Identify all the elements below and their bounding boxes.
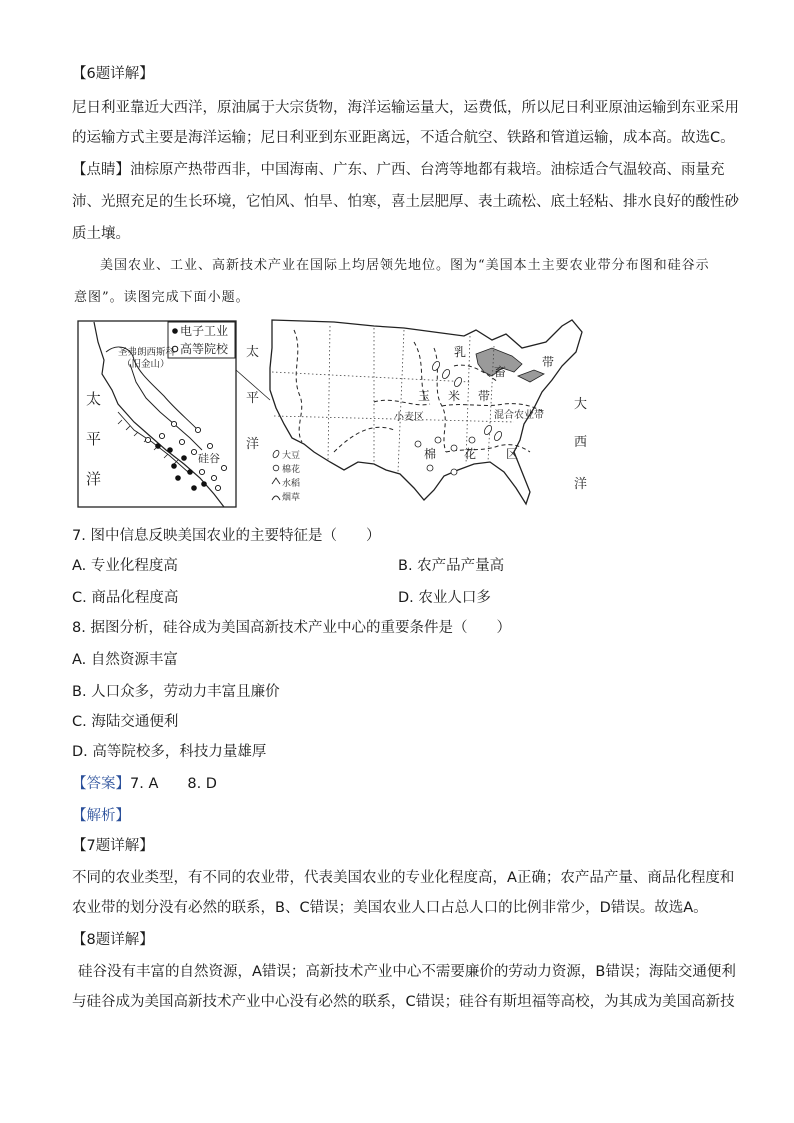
q7-body-line-1: 不同的农业类型，有不同的农业带，代表美国农业的专业化程度高，A正确；农产品产量、商品化程度和	[72, 870, 735, 886]
inset-city-name: 圣弗朗西斯科	[118, 347, 176, 358]
intro-line-1: 美国农业、工业、高新技术产业在国际上均居领先地位。图为“美国本土主要农业带分布图和硅谷示	[100, 258, 710, 273]
region-wheat: 小麦区	[394, 412, 424, 423]
q7-option-a: A. 专业化程度高	[72, 558, 178, 574]
inset-legend-university: 高等院校	[180, 342, 229, 356]
inset-place-label: 硅谷	[198, 452, 220, 465]
atlantic-3: 洋	[574, 477, 588, 492]
q6-heading: 【6题详解】	[72, 66, 154, 82]
q7-option-d: D. 农业人口多	[398, 590, 491, 606]
region-mixed: 混合农业带	[494, 410, 544, 421]
pacific-3: 洋	[246, 437, 260, 452]
atlantic-2: 西	[574, 435, 588, 450]
answer-label: 【答案】	[72, 776, 130, 792]
tip-line-1	[72, 160, 725, 180]
analysis-label: 【解析】	[72, 808, 130, 824]
q7-body-line-2: 农业带的划分没有必然的联系，B、C错误；美国农业人口占总人口的比例非常少，D错误。故选A。	[72, 900, 708, 916]
q6-body-line-1: 尼日利亚靠近大西洋，原油属于大宗货物，海洋运输运量大，运费低，所以尼日利亚原油运输到东亚采用	[72, 100, 739, 116]
pacific-1: 太	[246, 345, 260, 360]
electronics-dot-icon	[172, 328, 178, 334]
answer-value: 7. A 8. D	[130, 776, 217, 792]
usa-agriculture-siliconvalley-map	[74, 312, 594, 510]
q6-body-line-2: 的运输方式主要是海洋运输；尼日利亚到东亚距离远，不适合航空、铁路和管道运输，成本高。故选C。	[72, 130, 735, 146]
legend-cotton: 棉花	[282, 465, 301, 475]
q7-option-c: C. 商品化程度高	[72, 590, 179, 606]
region-dairy-3: 带	[542, 355, 555, 369]
soybean-icon	[272, 449, 280, 458]
q8-option-b: B. 人口众多，劳动力丰富且廉价	[72, 684, 280, 700]
inset-ocean-3: 洋	[86, 470, 102, 488]
tip-text: 油棕原产热带西非，中国海南、广东、广西、台湾等地都有栽培。油棕适合气温较高、雨量充	[130, 162, 725, 178]
q8-heading: 【8题详解】	[72, 932, 154, 948]
region-cotton-3: 区	[506, 447, 519, 461]
legend-tobacco: 烟草	[282, 493, 301, 503]
q8-body-line-1: 硅谷没有丰富的自然资源，A错误；高新技术产业中心不需要廉价的劳动力资源，B错误；海陆交通便利	[78, 964, 736, 980]
region-cotton-2: 花	[464, 447, 477, 461]
q8-option-c: C. 海陆交通便利	[72, 714, 179, 730]
tobacco-icon	[272, 496, 280, 500]
q8-body-line-2: 与硅谷成为美国高新技术产业中心没有必然的联系，C错误；硅谷有斯坦福等高校，为其成为美国高新技	[72, 994, 735, 1010]
tip-line-3: 质土壤。	[72, 226, 130, 242]
q8-option-d: D. 高等院校多，科技力量雄厚	[72, 744, 267, 760]
region-corn-3: 带	[478, 389, 491, 403]
tip-label: 【点睛】	[72, 162, 130, 178]
inset-ocean-2: 平	[86, 430, 102, 448]
atlantic-1: 大	[574, 397, 588, 412]
region-cotton-1: 棉	[424, 447, 437, 461]
rice-icon	[272, 478, 280, 484]
region-dairy-1: 乳	[454, 345, 467, 359]
q8-option-a: A. 自然资源丰富	[72, 652, 178, 668]
q7-option-b: B. 农产品产量高	[398, 558, 505, 574]
crop-legend	[272, 449, 300, 503]
q7-stem: 7. 图中信息反映美国农业的主要特征是（ ）	[72, 528, 381, 544]
q8-stem: 8. 据图分析，硅谷成为美国高新技术产业中心的重要条件是（ ）	[72, 620, 511, 636]
intro-line-2: 意图”。读图完成下面小题。	[74, 290, 250, 305]
pacific-2: 平	[246, 391, 260, 406]
region-corn-2: 米	[448, 389, 461, 403]
inset-ocean-1: 太	[86, 390, 102, 408]
cotton-icon	[273, 465, 279, 471]
answer-line	[72, 774, 217, 794]
region-corn-1: 玉	[418, 389, 431, 403]
legend-soybean: 大豆	[282, 451, 301, 461]
inset-legend-electronics: 电子工业	[180, 324, 229, 338]
legend-rice: 水稻	[282, 479, 301, 489]
tip-line-2: 沛、光照充足的生长环境，它怕风、怕旱、怕寒，喜土层肥厚、表土疏松、底土轻粘、排水良好的酸性砂	[72, 194, 739, 210]
q7-heading: 【7题详解】	[72, 838, 154, 854]
region-dairy-2: 畜	[494, 365, 507, 379]
inset-city-alias: （旧金山）	[122, 359, 170, 370]
